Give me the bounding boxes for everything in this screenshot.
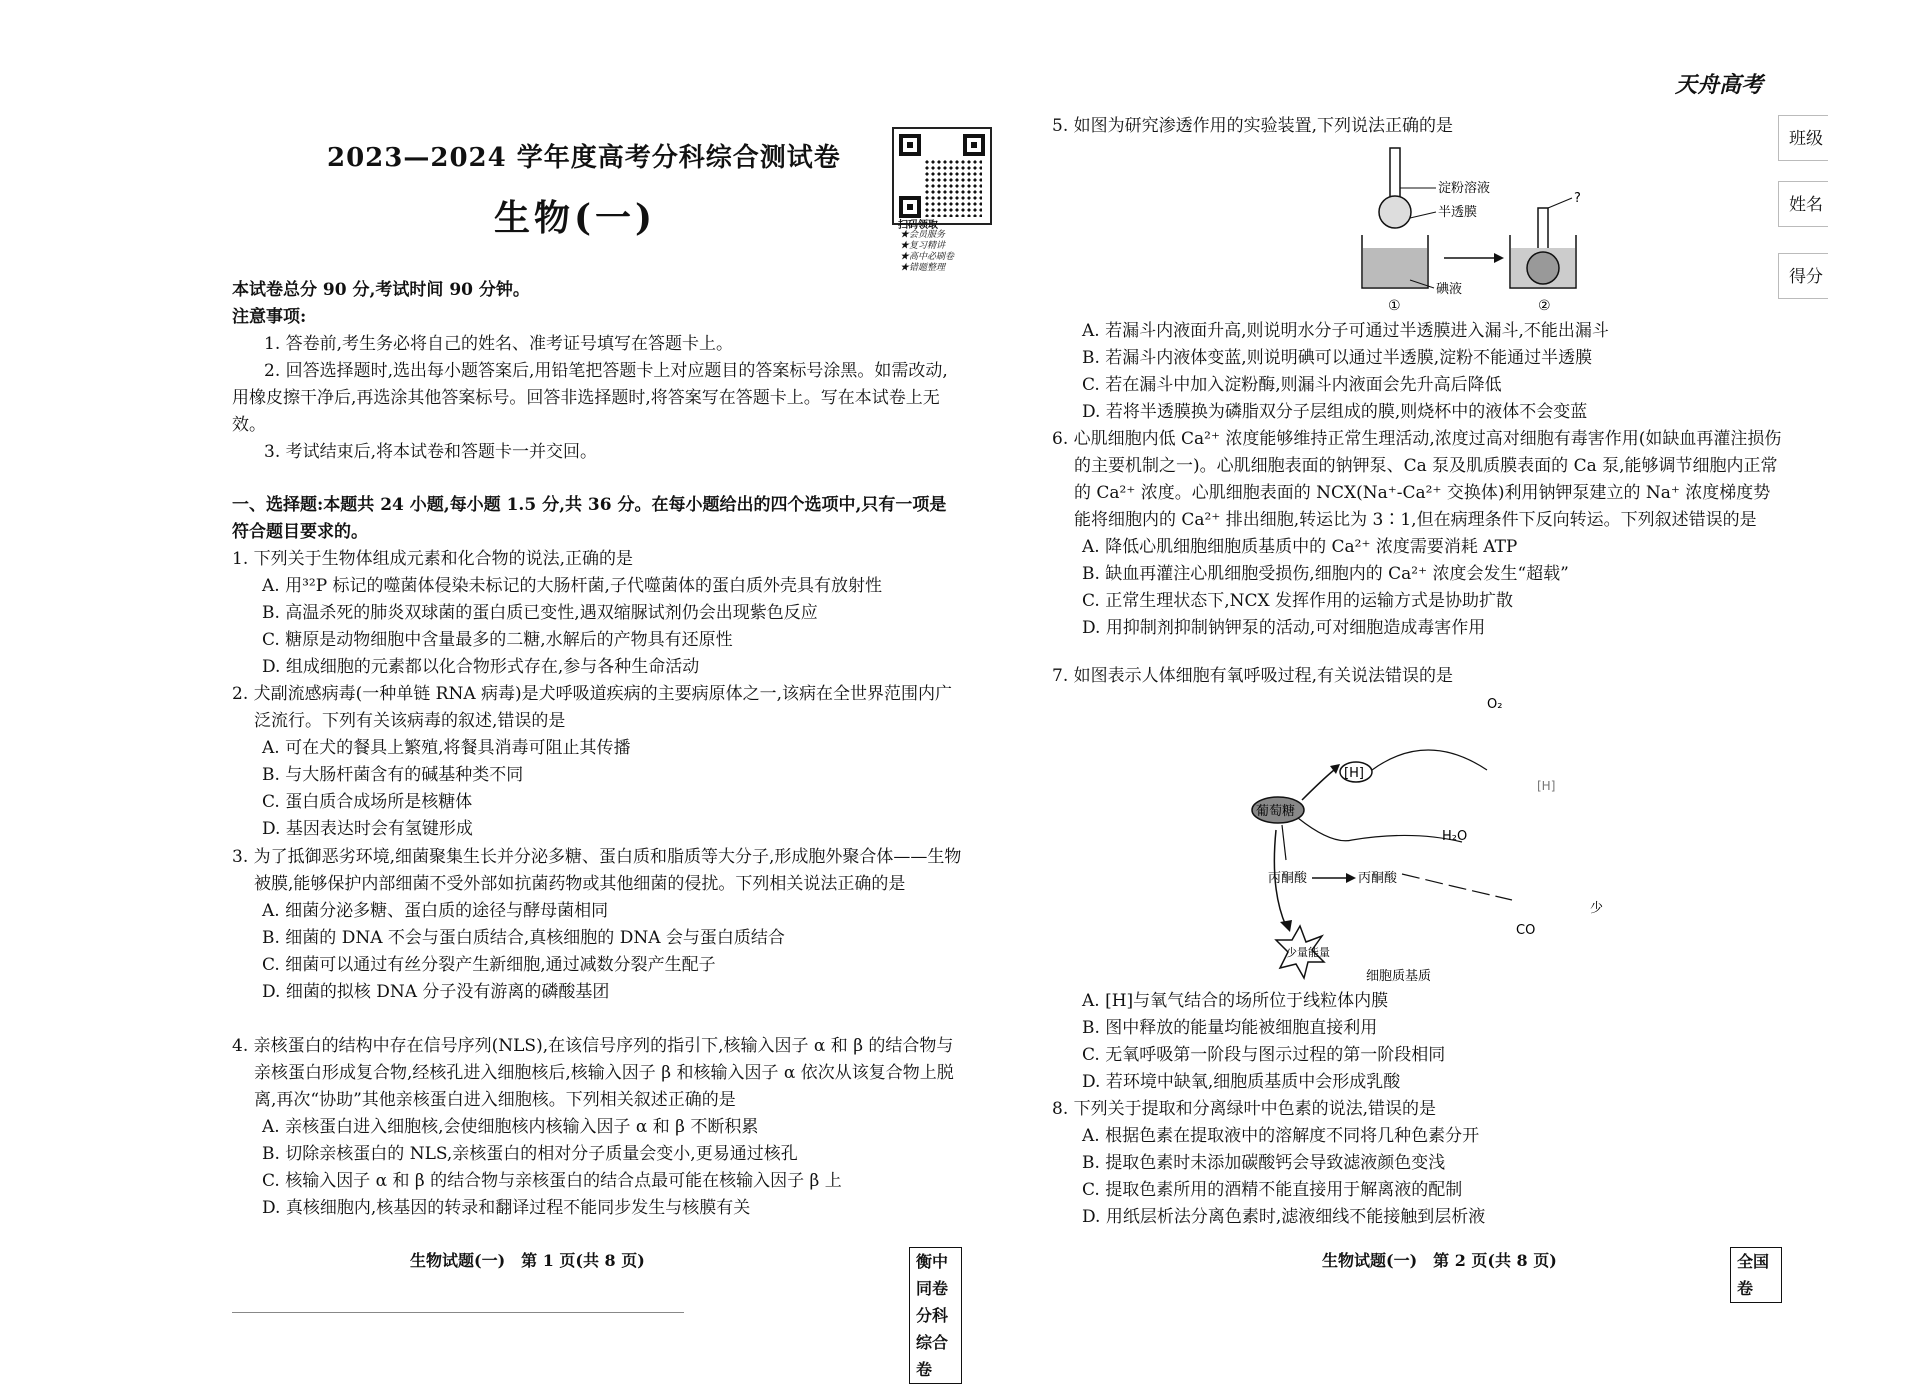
glucose-label: 葡萄糖 (1256, 804, 1296, 819)
arrow-head (1346, 873, 1356, 883)
energy-label: 少量能量 (1286, 946, 1330, 959)
iodine-label: 碘液 (1436, 282, 1463, 297)
option-c: C. 无氧呼吸第一阶段与图示过程的第一阶段相同 (1082, 1045, 1446, 1065)
apparatus-2-number: ② (1538, 298, 1551, 314)
class-field[interactable]: 班级 (1778, 115, 1828, 161)
option-a: A. 亲核蛋白进入细胞核,会使细胞核内核输入因子 α 和 β 不断积累 (262, 1117, 759, 1137)
pyruvate-to-mito (1402, 874, 1512, 900)
question-stem: 8. 下列关于提取和分离绿叶中色素的说法,错误的是 (1052, 1099, 1437, 1119)
option-b: B. 高温杀死的肺炎双球菌的蛋白质已变性,遇双缩脲试剂仍会出现紫色反应 (262, 603, 818, 623)
question-stem: 5. 如图为研究渗透作用的实验装置,下列说法正确的是 (1052, 116, 1454, 136)
section-heading: 一、选择题:本题共 24 小题,每小题 1.5 分,共 36 分。在每小题给出的四个选项中,只有一项是符合题目要求的。 (232, 495, 947, 542)
notice-item: 3. 考试结束后,将本试卷和答题卡一并交回。 (264, 442, 598, 462)
option-b: B. 缺血再灌注心肌细胞受损伤,细胞内的 Ca²⁺ 浓度会发生“超载” (1082, 564, 1569, 584)
question-stem: 6. 心肌细胞内低 Ca²⁺ 浓度能够维持正常生理活动,浓度过高对细胞有毒害作用(如缺血再灌注损伤的主要机制之一)。心肌细胞表面的钠钾泵、Ca 泵及肌质膜表面的 Ca 泵,能够调节细胞内正常的 Ca²⁺ 浓度。心肌细胞表面的 NCX(Na⁺-Ca²⁺ 交换体)利用钠钾泵建立的 Na⁺ 浓度梯度势能将细胞内的 Ca²⁺ 排出细胞,转运比为 3∶1,但在病理条件下反向转运。下列叙述错误的是 (1052, 429, 1782, 530)
qr-code[interactable] (892, 127, 992, 225)
footer-series-badge: 衡中同卷 分科综合卷 (909, 1247, 962, 1384)
question-2 (232, 681, 962, 843)
glucose-to-h-arrow (1302, 770, 1334, 800)
option-b: B. 与大肠杆菌含有的碱基种类不同 (262, 765, 524, 785)
o2-label: O₂ (1487, 697, 1503, 712)
pyruvate-1-label: 丙酮酸 (1268, 871, 1308, 886)
qr-service-list (900, 230, 954, 274)
score-field[interactable]: 得分 (1778, 253, 1828, 299)
option-d: D. 真核细胞内,核基因的转录和翻译过程不能同步发生与核膜有关 (262, 1198, 751, 1218)
notice-item: 2. 回答选择题时,选出每小题答案后,用铅笔把答题卡上对应题目的答案标号涂黑。如需改动,用橡皮擦干净后,再选涂其他答案标号。回答非选择题时,将答案写在答题卡上。写在本试卷上无效。 (232, 361, 948, 435)
option-a: A. [H]与氧气结合的场所位于线粒体内膜 (1082, 991, 1389, 1011)
question-mark: ? (1574, 191, 1581, 206)
qr-service: ★高中必刷卷 (900, 252, 955, 262)
footer-edition-badge: 全国卷 (1730, 1247, 1782, 1303)
much-label: 少 (1590, 901, 1604, 916)
h-faded-label: [H] (1537, 779, 1556, 793)
funnel-bulb (1379, 196, 1411, 228)
question-pointer (1548, 198, 1572, 208)
glucose-to-pyruvate (1282, 825, 1286, 860)
option-d: D. 若环境中缺氧,细胞质基质中会形成乳酸 (1082, 1072, 1401, 1092)
option-b: B. 细菌的 DNA 不会与蛋白质结合,真核细胞的 DNA 会与蛋白质结合 (262, 928, 785, 948)
option-c: C. 提取色素所用的酒精不能直接用于解离液的配制 (1082, 1180, 1463, 1200)
starch-label: 淀粉溶液 (1438, 181, 1491, 196)
beaker-1-liquid (1363, 248, 1427, 287)
h-label: [H] (1344, 766, 1364, 781)
arrow-head (1280, 920, 1292, 932)
glucose-branch (1298, 818, 1462, 842)
cytoplasm-label: 细胞质基质 (1366, 969, 1432, 984)
question-8 (1052, 1096, 1782, 1231)
qr-service: ★会员服务 (900, 230, 946, 240)
option-c: C. 核输入因子 α 和 β 的结合物与亲核蛋白的结合点最可能在核输入因子 β 上 (262, 1171, 842, 1191)
question-stem: 7. 如图表示人体细胞有氧呼吸过程,有关说法错误的是 (1052, 666, 1454, 686)
name-field[interactable]: 姓名 (1778, 181, 1828, 227)
notice-item: 1. 答卷前,考生务必将自己的姓名、准考证号填写在答题卡上。 (264, 334, 734, 354)
question-5-options (1052, 318, 1782, 426)
question-7-options (1052, 988, 1782, 1096)
pyruvate-2-label: 丙酮酸 (1358, 871, 1398, 886)
question-stem: 2. 犬副流感病毒(一种单链 RNA 病毒)是犬呼吸道疾病的主要病原体之一,该病在全世界范围内广泛流行。下列有关该病毒的叙述,错误的是 (232, 684, 953, 731)
option-c: C. 若在漏斗中加入淀粉酶,则漏斗内液面会先升高后降低 (1082, 375, 1502, 395)
option-c: C. 正常生理状态下,NCX 发挥作用的运输方式是协助扩散 (1082, 591, 1514, 611)
question-stem: 3. 为了抵御恶劣环境,细菌聚集生长并分泌多糖、蛋白质和脂质等大分子,形成胞外聚合体——生物被膜,能够保护内部细菌不受外部如抗菌药物或其他细菌的侵扰。下列相关说法正确的是 (232, 847, 962, 894)
option-b: B. 若漏斗内液体变蓝,则说明碘可以通过半透膜,淀粉不能通过半透膜 (1082, 348, 1593, 368)
membrane-pointer (1410, 212, 1436, 218)
bottom-rule (232, 1312, 684, 1313)
option-c: C. 蛋白质合成场所是核糖体 (262, 792, 473, 812)
funnel-tube (1390, 148, 1400, 200)
aerobic-respiration-figure (1212, 690, 1772, 990)
h-to-mito-arc (1372, 750, 1487, 770)
option-d: D. 组成细胞的元素都以化合物形式存在,参与各种生命活动 (262, 657, 700, 677)
qr-caption: 扫码领取 (898, 220, 938, 231)
membrane-label: 半透膜 (1438, 205, 1478, 220)
score-time: 本试卷总分 90 分,考试时间 90 分钟。 (232, 280, 530, 300)
option-b: B. 切除亲核蛋白的 NLS,亲核蛋白的相对分子质量会变小,更易通过核孔 (262, 1144, 798, 1164)
option-d: D. 基因表达时会有氢键形成 (262, 819, 473, 839)
h2o-label: H₂O (1442, 829, 1468, 844)
page-footer: 生物试题(一) 第 2 页(共 8 页) (1322, 1251, 1557, 1270)
qr-finder (963, 134, 985, 156)
option-c: C. 糖原是动物细胞中含量最多的二糖,水解后的产物具有还原性 (262, 630, 733, 650)
option-d: D. 细菌的拟核 DNA 分子没有游离的磷酸基团 (262, 982, 610, 1002)
brand-logo: 天舟高考 (1675, 73, 1764, 98)
funnel-bulb (1527, 252, 1559, 284)
question-1 (232, 546, 962, 681)
apparatus-1-number: ① (1388, 298, 1401, 314)
option-d: D. 用抑制剂抑制钠钾泵的活动,可对细胞造成毒害作用 (1082, 618, 1486, 638)
qr-service: ★复习精讲 (900, 241, 946, 251)
option-c: C. 细菌可以通过有丝分裂产生新细胞,通过减数分裂产生配子 (262, 955, 716, 975)
option-a: A. 根据色素在提取液中的溶解度不同将几种色素分开 (1082, 1126, 1480, 1146)
notice-title: 注意事项: (232, 307, 307, 327)
osmosis-apparatus-figure (1352, 140, 1632, 314)
arrow-head (1494, 253, 1504, 263)
option-d: D. 用纸层析法分离色素时,滤液细线不能接触到层析液 (1082, 1207, 1486, 1227)
question-3 (232, 844, 962, 1006)
qr-service: ★错题整理 (900, 263, 946, 273)
page-footer: 生物试题(一) 第 1 页(共 8 页) (410, 1251, 645, 1270)
option-b: B. 图中释放的能量均能被细胞直接利用 (1082, 1018, 1378, 1038)
question-6 (1052, 426, 1782, 642)
qr-finder (899, 134, 921, 156)
option-a: A. 用³²P 标记的噬菌体侵染未标记的大肠杆菌,子代噬菌体的蛋白质外壳具有放射性 (262, 576, 882, 596)
subject-title: 生物(一) (494, 197, 657, 239)
option-a: A. 若漏斗内液面升高,则说明水分子可通过半透膜进入漏斗,不能出漏斗 (1082, 321, 1609, 341)
question-7 (1052, 663, 1782, 690)
question-4 (232, 1033, 962, 1222)
option-a: A. 可在犬的餐具上繁殖,将餐具消毒可阻止其传播 (262, 738, 631, 758)
co2-label: CO (1516, 923, 1536, 938)
option-b: B. 提取色素时未添加碳酸钙会导致滤液颜色变浅 (1082, 1153, 1446, 1173)
question-stem: 4. 亲核蛋白的结构中存在信号序列(NLS),在该信号序列的指引下,核输入因子 α 和 β 的结合物与亲核蛋白形成复合物,经核孔进入细胞核后,核输入因子 β 和核输入因子 α 依次从该复合物上脱离,再次“协助”其他亲核蛋白进入细胞核。下列相关叙述正确的是 (232, 1036, 954, 1110)
qr-modules (924, 159, 982, 217)
option-a: A. 降低心肌细胞细胞质基质中的 Ca²⁺ 浓度需要消耗 ATP (1082, 537, 1518, 557)
question-stem: 1. 下列关于生物体组成元素和化合物的说法,正确的是 (232, 549, 634, 569)
option-d: D. 若将半透膜换为磷脂双分子层组成的膜,则烧杯中的液体不会变蓝 (1082, 402, 1588, 422)
exam-instructions (232, 277, 962, 466)
option-a: A. 细菌分泌多糖、蛋白质的途径与酵母菌相同 (262, 901, 609, 921)
exam-title: 2023—2024 学年度高考分科综合测试卷 (327, 143, 841, 173)
question-5 (1052, 113, 1782, 140)
